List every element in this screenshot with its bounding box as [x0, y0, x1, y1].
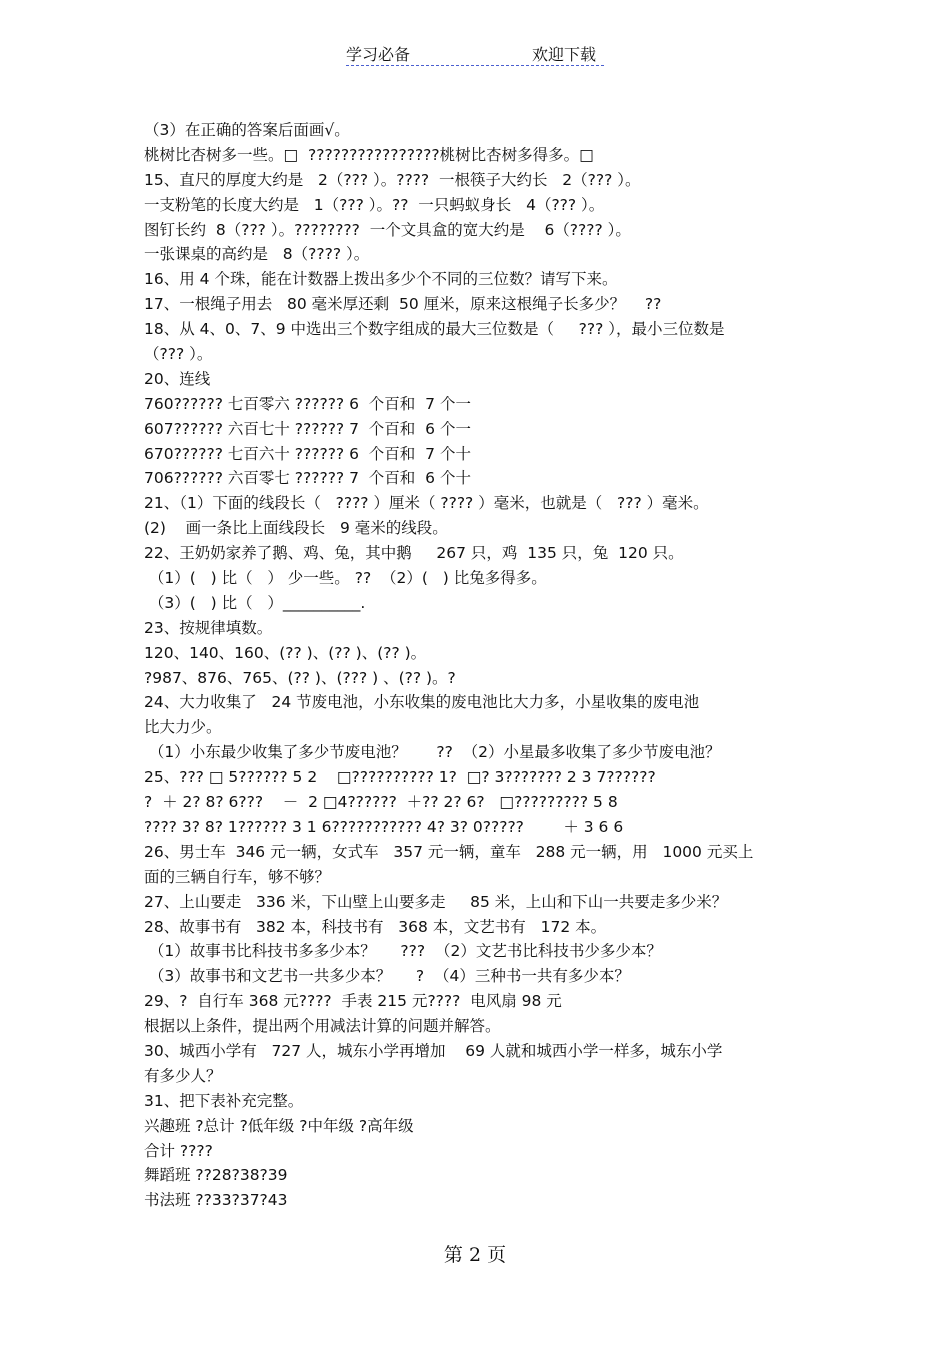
- text-line: 面的三辆自行车，够不够？: [144, 867, 331, 886]
- text-line: 706?????? 六百零七 ?????? 7 个百和 6 个十: [144, 469, 471, 488]
- text-line: ?987、876、765、(?? )、(??? ) 、(?? )。?: [144, 668, 456, 687]
- text-line: 有多少人？: [144, 1066, 222, 1085]
- text-line: 20、连线: [144, 369, 211, 388]
- text-line: 30、城西小学有 727 人，城东小学再增加 69 人就和城西小学一样多，城东小学: [144, 1041, 723, 1060]
- page-number: 第 2 页: [443, 1244, 507, 1266]
- text-line: 760?????? 七百零六 ?????? 6 个百和 7 个一: [144, 394, 471, 413]
- text-line: 比大力少。: [144, 718, 222, 737]
- text-line: （1）( ) 比（ ） 少一些。 ?? （2）( ) 比兔多得多。: [144, 569, 547, 588]
- page-header: [0, 40, 950, 68]
- text-line: 18、从 4、0、7、9 中选出三个数字组成的最大三位数是（ ??? ），最小三位数是: [144, 320, 725, 339]
- text-line: 桃树比杏树多一些。□ ????????????????桃树比杏树多得多。□: [144, 145, 594, 164]
- text-line: 23、按规律填数。: [144, 618, 273, 637]
- text-line: （3）在正确的答案后面画√。: [144, 121, 350, 139]
- text-line: 25、??? □ 5?????? 5 2 □?????????? 1? □? 3??????? 2 3 7??????: [144, 768, 656, 787]
- text-line: 31、把下表补充完整。: [144, 1091, 304, 1110]
- text-line: 28、故事书有 382 本，科技书有 368 本，文艺书有 172 本。: [144, 917, 607, 936]
- text-line: 29、? 自行车 368 元???? 手表 215 元???? 电风扇 98 元: [144, 992, 562, 1011]
- text-line: （3）故事书和文艺书一共多少本？ ? （4）三种书一共有多少本？: [144, 967, 630, 986]
- text-line: 舞蹈班 ??28?38?39: [144, 1166, 288, 1185]
- text-line: （1）故事书比科技书多多少本？ ??? （2）文艺书比科技书少多少本？: [144, 942, 662, 961]
- text-line: 根据以上条件，提出两个用减法计算的问题并解答。: [144, 1017, 501, 1036]
- text-line: ? ＋ 2? 8? 6??? － 2 □4?????? ＋?? 2? 6? □????????? 5 8: [144, 793, 618, 812]
- text-line: （3）( ) 比（ ）__________.: [144, 593, 366, 612]
- header-left-text: 学习必备: [346, 45, 411, 64]
- document-body: [144, 118, 824, 1213]
- text-line: 兴趣班 ?总计 ?低年级 ?中年级 ?高年级: [144, 1116, 414, 1135]
- text-line: 26、男士车 346 元一辆，女式车 357 元一辆，童车 288 元一辆，用 1000 元买上: [144, 842, 754, 861]
- text-line: 22、王奶奶家养了鹅、鸡、兔，其中鹅 267 只，鸡 135 只，兔 120 只。: [144, 544, 684, 563]
- text-line: 一支粉笔的长度大约是 1（??? ）。?? 一只蚂蚁身长 4（??? ）。: [144, 195, 605, 214]
- text-line: （??? ）。: [144, 345, 213, 364]
- text-line: 607?????? 六百七十 ?????? 7 个百和 6 个一: [144, 419, 471, 438]
- text-line: 120、140、160、(?? )、(?? )、(?? )。: [144, 643, 427, 662]
- header-right-text: 欢迎下载: [532, 45, 597, 64]
- text-line: （1）小东最少收集了多少节废电池？ ?? （2）小星最多收集了多少节废电池？: [144, 743, 721, 762]
- text-line: 书法班 ??33?37?43: [144, 1191, 288, 1210]
- text-line: 一张课桌的高约是 8（???? ）。: [144, 245, 370, 264]
- text-line: 16、用 4 个珠，能在计数器上拨出多少个不同的三位数？请写下来。: [144, 270, 618, 289]
- text-line: (2) 画一条比上面线段长 9 毫米的线段。: [144, 519, 448, 538]
- text-line: 21、（1）下面的线段长（ ???? ）厘米（ ???? ）毫米，也就是（ ??? ）毫米。: [144, 494, 709, 513]
- text-line: 图钉长约 8（??? ）。???????? 一个文具盒的宽大约是 6（???? ）。: [144, 220, 631, 239]
- text-line: 17、一根绳子用去 80 毫米厚还剩 50 厘米，原来这根绳子长多少？ ??: [144, 295, 662, 314]
- text-line: 670?????? 七百六十 ?????? 6 个百和 7 个十: [144, 444, 471, 463]
- text-line: 15、直尺的厚度大约是 2（??? ）。???? 一根筷子大约长 2（??? ）。: [144, 170, 641, 189]
- text-line: ???? 3? 8? 1?????? 3 1 6??????????? 4? 3? 0????? ＋ 3 6 6: [144, 817, 624, 836]
- text-line: 24、大力收集了 24 节废电池，小东收集的废电池比大力多，小星收集的废电池: [144, 693, 700, 712]
- header-divider: [346, 65, 604, 66]
- text-line: 合计 ????: [144, 1141, 213, 1160]
- text-line: 27、上山要走 336 米，下山壁上山要多走 85 米，上山和下山一共要走多少米？: [144, 892, 728, 911]
